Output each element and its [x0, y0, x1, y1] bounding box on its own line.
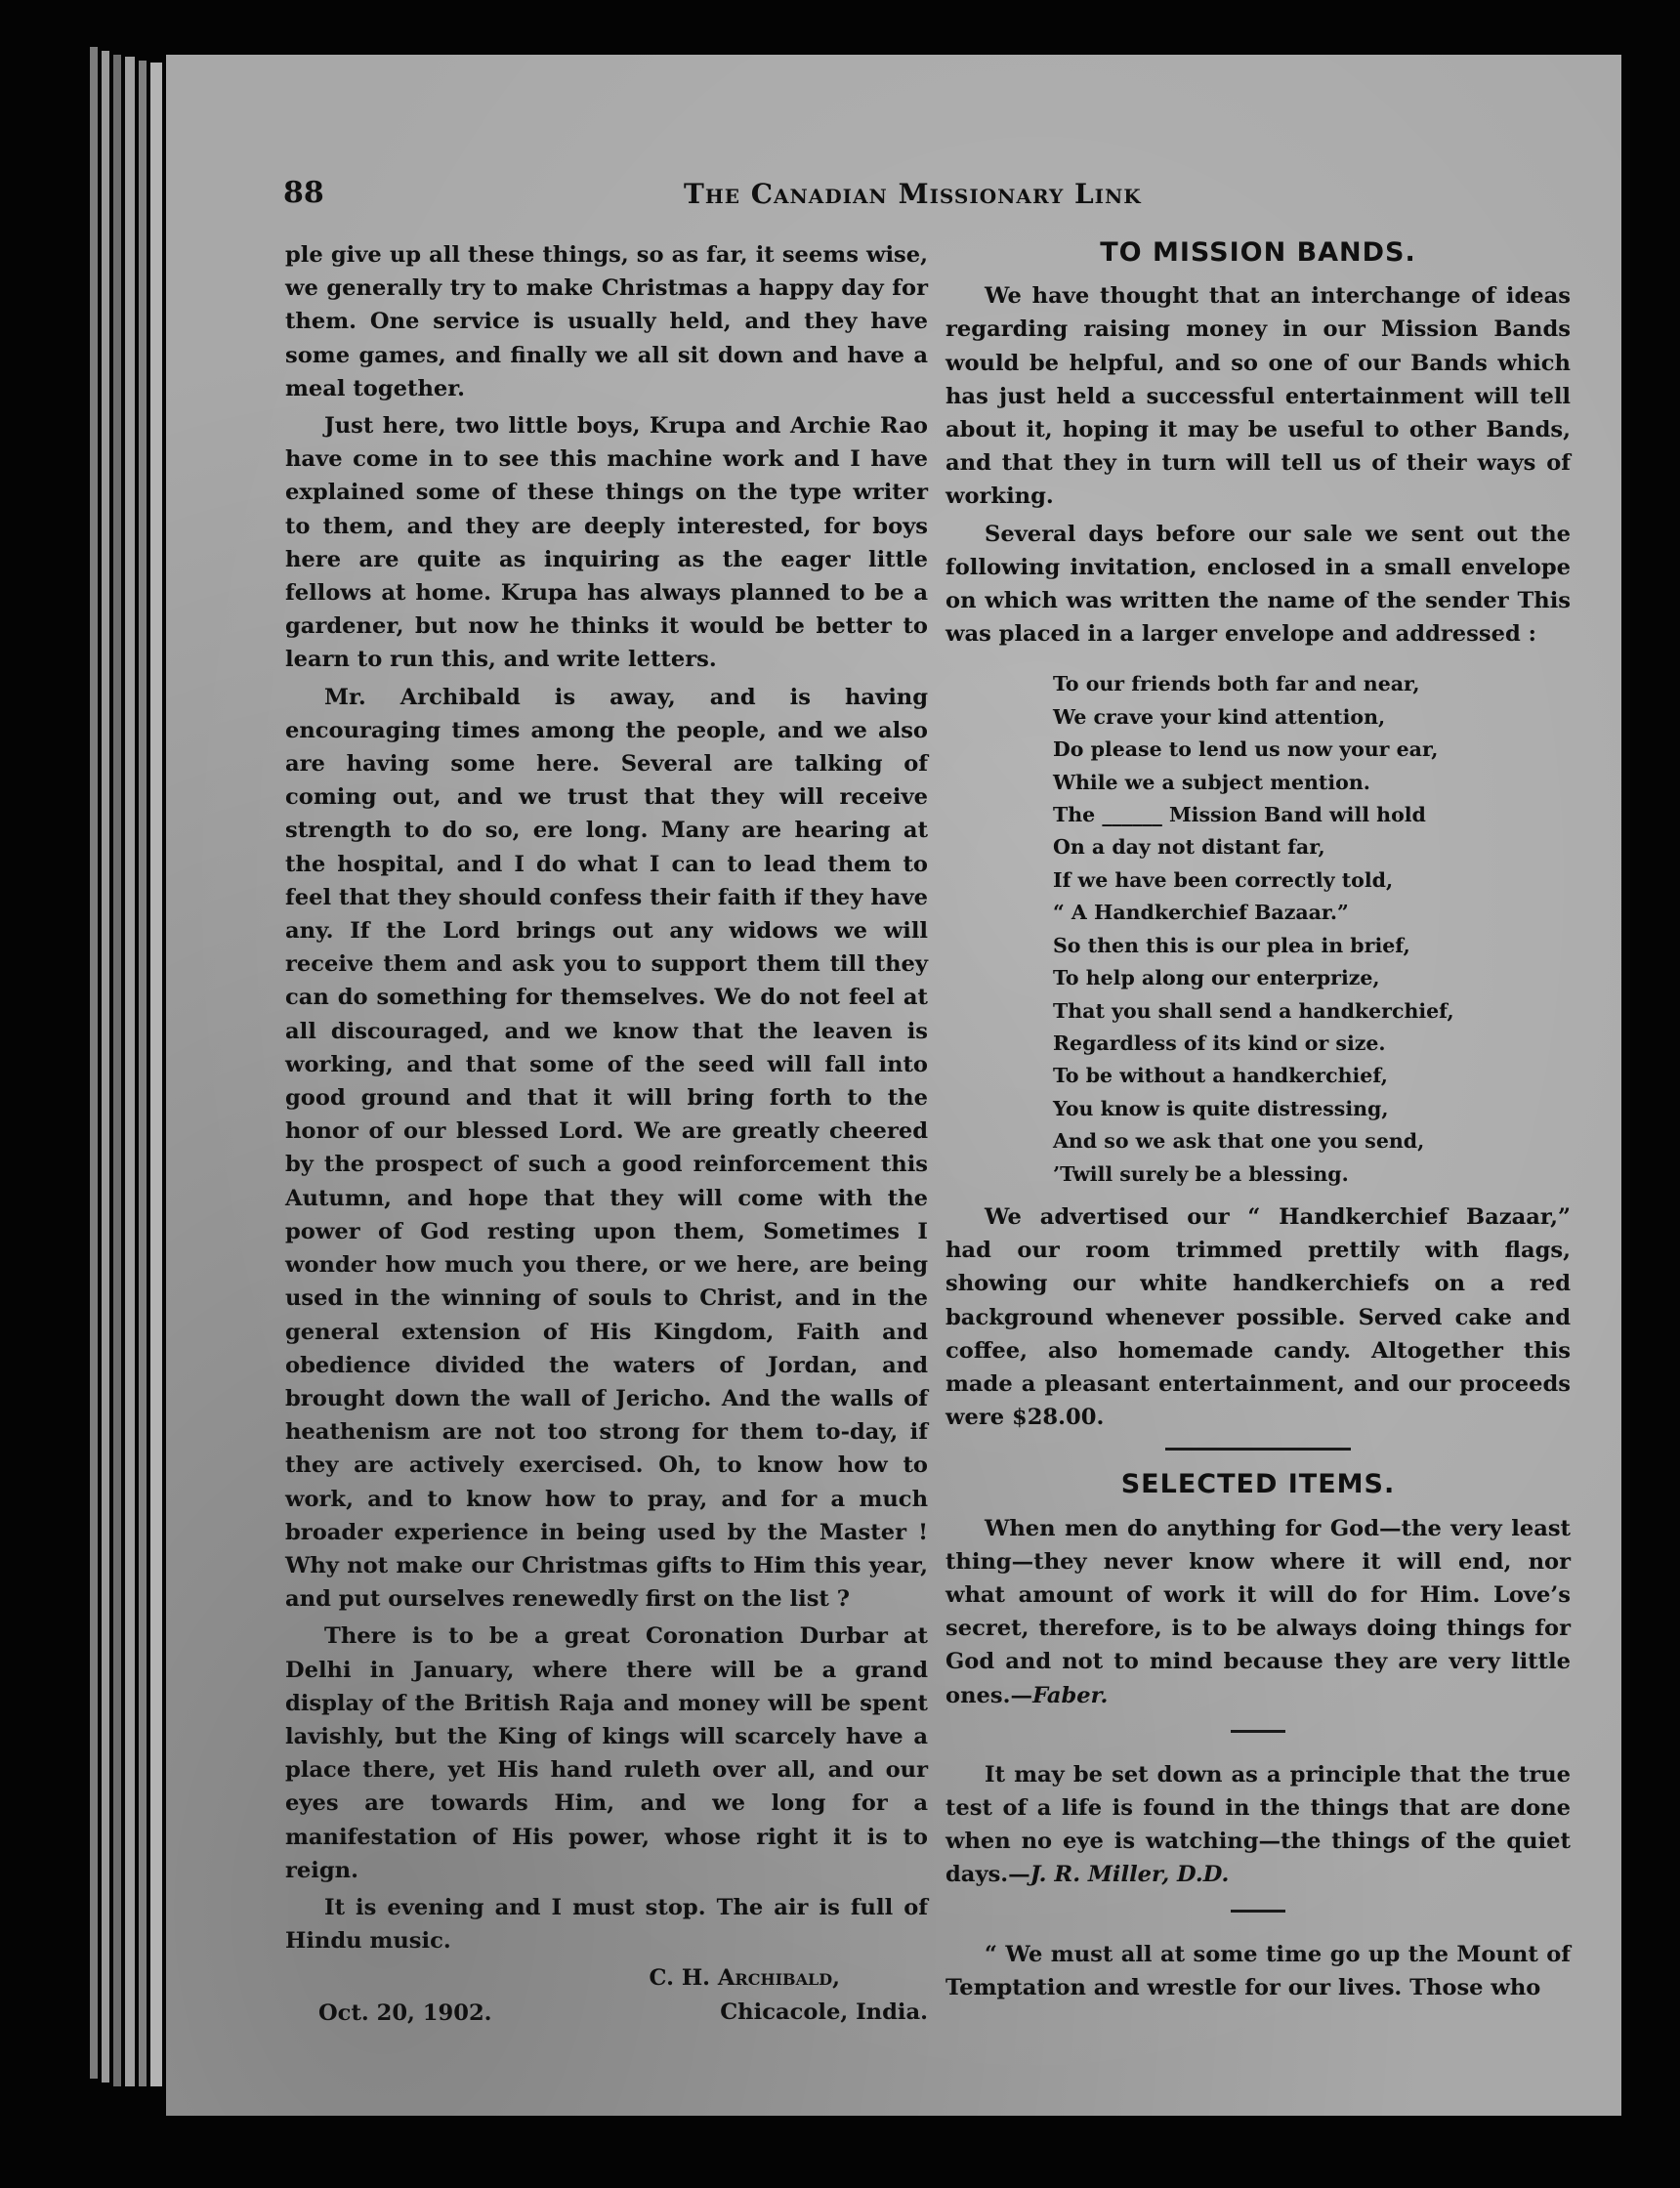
signature — [650, 1961, 929, 2028]
poem-line: The ______ Mission Band will hold — [1053, 803, 1426, 827]
mission-bands-heading: TO MISSION BANDS. — [1100, 237, 1416, 268]
poem-line: To be without a handkerchief, — [1053, 1064, 1388, 1088]
letter-paragraph: There is to be a great Coronation Durbar at Delhi in January, where there will be a grand display of the British Raja and money will be spent lavishly, but the King of kings will scarcely have a place there, yet His hand ruleth over all, and our eyes are towards Him, and we long for a manifestation of His power, whose right it is to reign. — [285, 1623, 928, 1883]
poem-line: You know is quite distressing, — [1053, 1096, 1389, 1120]
poem-line: Do please to lend us now your ear, — [1053, 737, 1439, 762]
invitation-poem — [1053, 668, 1571, 1191]
quote-author: Faber. — [1032, 1682, 1109, 1708]
quote-paragraph — [945, 1758, 1571, 1892]
poem-line: To our friends both far and near, — [1053, 672, 1420, 696]
running-title: The Canadian Missionary Link — [684, 178, 1142, 210]
poem-line: On a day not distant far, — [1053, 835, 1325, 860]
letter-paragraph: ple give up all these things, so as far, it seems wise, we generally try to make Christmas a happy day for them. One service is usually held, and they have some games, and finally we all sit down and have a meal together. — [285, 242, 928, 401]
poem-line: So then this is our plea in brief, — [1053, 933, 1410, 957]
selected-items-heading: SELECTED ITEMS. — [1120, 1469, 1396, 1500]
letter-paragraph: Just here, two little boys, Krupa and Archie Rao have come in to see this machine work and I have explained some of these things on the type writer to them, and they are deeply interested, for boys here are quite as inquiring as the eager little fellows at home. Krupa has always planned to be a gardener, but now he thinks it would be better to learn to run this, and write letters. — [285, 413, 928, 673]
page-edge — [102, 51, 109, 2083]
quote-paragraph — [945, 1512, 1571, 1712]
book-page — [166, 55, 1621, 2116]
poem-line: ’Twill surely be a blessing. — [1053, 1161, 1349, 1186]
poem-line: While we a subject mention. — [1053, 770, 1370, 794]
page-number: 88 — [283, 176, 324, 210]
signature-place: Chicacole, India. — [720, 1999, 928, 2025]
quote-text: When men do anything for God—the very least thing—they never know where it will end, nor what amount of work it will do for Him. Love’s secret, therefore, is to be always doing things for God and not to mind because they are very little ones.— — [945, 1515, 1571, 1708]
poem-line: And so we ask that one you send, — [1053, 1129, 1425, 1154]
article-paragraph: Several days before our sale we sent out the following invitation, enclosed in a small envelope on which was written the name of the sender This was placed in a larger envelope and addressed : — [945, 521, 1571, 648]
poem-line: That you shall send a handkerchief, — [1053, 998, 1454, 1023]
poem-line: If we have been correctly told, — [1053, 867, 1394, 892]
letter-paragraph: It is evening and I must stop. The air is full of Hindu music. — [285, 1894, 928, 1955]
quote-author: J. R. Miller, D.D. — [1029, 1862, 1230, 1888]
letter-signoff — [285, 1961, 928, 2030]
signature-name: C. H. Archibald, — [649, 1965, 840, 1992]
left-column — [285, 238, 928, 2030]
right-column — [945, 236, 1571, 2004]
quote-text: It may be set down as a principle that the true test of a life is found in the things that are done when no eye is watching—the things of the quiet days.— — [945, 1761, 1571, 1888]
article-paragraph: We advertised our “ Handkerchief Bazaar,” had our room trimmed prettily with flags, showing our white handkerchiefs on a red background whenever possible. Served cake and coffee, also homemade candy. Altogether this made a pleasant entertainment, and our proceeds were $28.00. — [945, 1203, 1571, 1431]
article-paragraph: We have thought that an interchange of ideas regarding raising money in our Mission Bands would be helpful, and so one of our Bands which has just held a successful entertainment will tell about it, hoping it may be useful to other Bands, and that they in turn will tell us of their ways of working. — [945, 283, 1571, 510]
page-edge — [90, 47, 98, 2079]
poem-line: Regardless of its kind or size. — [1053, 1031, 1386, 1055]
letter-paragraph: Mr. Archibald is away, and is having encouraging times among the people, and we also are having some here. Several are talking of coming out, and we trust that they will receive strength to do so, ere long. Many are hearing at the hospital, and I do what I can to lead them to feel that they should confess their faith if they have any. If the Lord brings out any widows we will receive them and ask you to support them till they can do something for themselves. We do not feel at all discouraged, and we know that the leaven is working, and that some of the seed will fall into good ground and that it will bring forth to the honor of our blessed Lord. We are greatly cheered by the prospect of such a good reinforcement this Autumn, and hope that they will come with the power of God resting upon them, Sometimes I wonder how much you there, or we here, are being used in the winning of souls to Christ, and in the general extension of His Kingdom, Faith and obedience divided the waters of Jordan, and brought down the wall of Jericho. And the walls of heathenism are not too strong for them to-day, if they are actively exercised. Oh, to know how to work, and to know how to pray, and for a much broader experience in being used by the Master ! Why not make our Christmas gifts to Him this year, and put ourselves renewedly first on the list ? — [285, 684, 928, 1613]
item-divider — [1231, 1910, 1285, 1913]
page-edge — [125, 57, 135, 2086]
page-edge — [139, 61, 147, 2086]
page-edge — [113, 55, 121, 2086]
section-divider — [1165, 1448, 1351, 1451]
page-edge — [150, 63, 162, 2086]
quote-paragraph: “ We must all at some time go up the Mount of Temptation and wrestle for our lives. Those who — [945, 1941, 1571, 2000]
poem-line: “ A Handkerchief Bazaar.” — [1053, 901, 1349, 925]
poem-line: To help along our enterprize, — [1053, 966, 1380, 990]
page-header — [283, 176, 1348, 215]
letter-date: Oct. 20, 1902. — [318, 2000, 492, 2027]
item-divider — [1231, 1730, 1285, 1733]
poem-line: We crave your kind attention, — [1053, 704, 1386, 729]
